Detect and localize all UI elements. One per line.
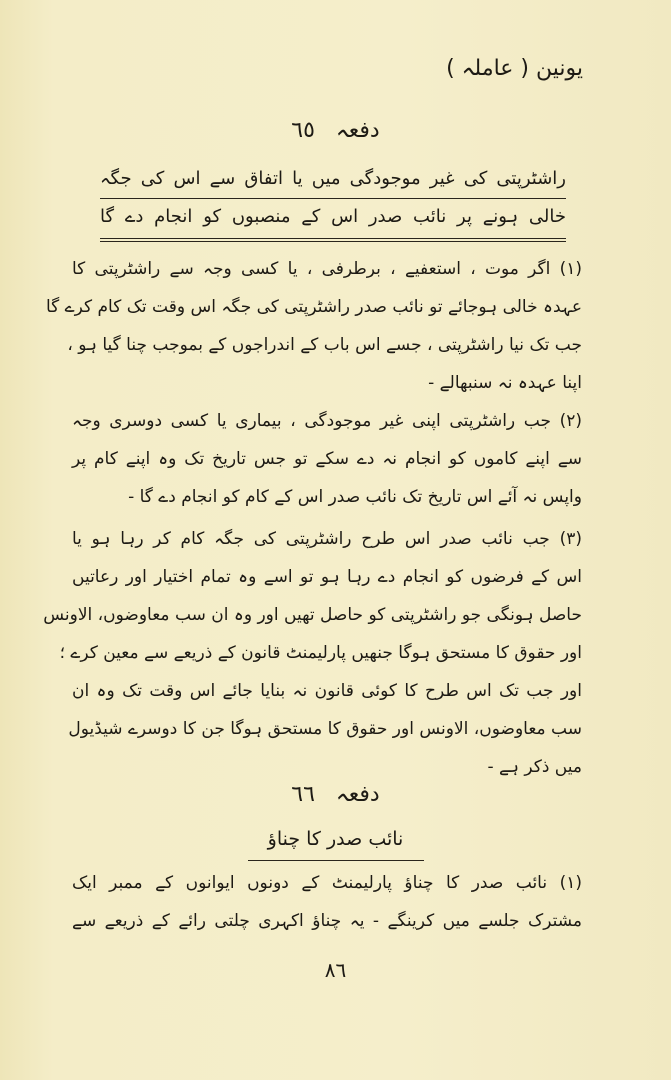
- body-line: اور حقوق کا مستحق ہوگا جنھیں پارلیمنٹ قانون کے ذریعے سے معین کرے ؛: [59, 643, 582, 663]
- title-rule: [100, 198, 566, 199]
- section-65-label: دفعہ: [335, 118, 380, 143]
- page-number: ٨٦: [324, 958, 347, 982]
- section-66-number: ٦٦: [291, 782, 315, 807]
- body-line: (٣) جب نائب صدر اس طرح راشٹرپتی کی جگہ کام کر رہا ہو یا: [72, 529, 582, 549]
- title-rule: [100, 241, 566, 242]
- section-65-heading: [0, 118, 671, 143]
- section-66-label: دفعہ: [335, 782, 380, 807]
- body-line: مشترک جلسے میں کرینگے - یہ چناؤ اکہری چلتی رائے کے ذریعے سے: [72, 911, 582, 931]
- running-title: یونین ( عاملہ ): [446, 56, 583, 81]
- body-line: اپنا عہدہ نہ سنبھالے -: [428, 373, 582, 393]
- body-line: حاصل ہونگی جو راشٹرپتی کو حاصل تھیں اور وہ ان سب معاوضوں، الاونس: [43, 605, 582, 625]
- section-65-title-line-2: خالی ہونے پر نائب صدر اس کے منصبوں کو انجام دے گا: [100, 206, 566, 227]
- section-66-title: نائب صدر کا چناؤ: [267, 828, 404, 850]
- section-66-heading: [0, 782, 671, 807]
- body-line: (٢) جب راشٹرپتی اپنی غیر موجودگی ، بیماری یا کسی دوسری وجہ: [72, 411, 582, 431]
- title-rule: [100, 238, 566, 239]
- body-line: سب معاوضوں، الاونس اور حقوق کا مستحق ہوگا جن کا دوسرے شیڈیول: [68, 719, 582, 739]
- body-line: اور جب تک اس طرح کا کوئی قانون نہ بنایا جائے اس وقت تک وہ ان: [72, 681, 582, 701]
- body-line: جب تک نیا راشٹرپتی ، جسے اس باب کے اندراجوں کے بموجب چنا گیا ہو ،: [67, 335, 582, 355]
- body-line: سے اپنے کاموں کو انجام نہ دے سکے تو جس تاریخ تک وہ اپنے کام پر: [72, 449, 582, 469]
- section-65-title-line-1: راشٹرپتی کی غیر موجودگی میں یا اتفاق سے اس کی جگہ: [100, 168, 566, 189]
- section-65-number: ٦٥: [291, 118, 315, 143]
- body-line: اس کے فرضوں کو انجام دے رہا ہو تو اسے وہ تمام اختیار اور رعاتیں: [72, 567, 582, 587]
- body-line: عہدہ خالی ہوجائے تو نائب صدر راشٹرپتی کی جگہ اس وقت تک کام کرے گا: [45, 297, 582, 317]
- body-line: (١) نائب صدر کا چناؤ پارلیمنٹ کے دونوں ایوانوں کے ممبر ایک: [72, 873, 582, 893]
- title-rule: [248, 860, 424, 861]
- body-line: میں ذکر ہے -: [487, 757, 582, 777]
- body-line: (١) اگر موت ، استعفیے ، برطرفی ، یا کسی وجہ سے راشٹرپتی کا: [72, 259, 582, 279]
- body-line: واپس نہ آئے اس تاریخ تک نائب صدر اس کے کام کو انجام دے گا -: [128, 487, 582, 507]
